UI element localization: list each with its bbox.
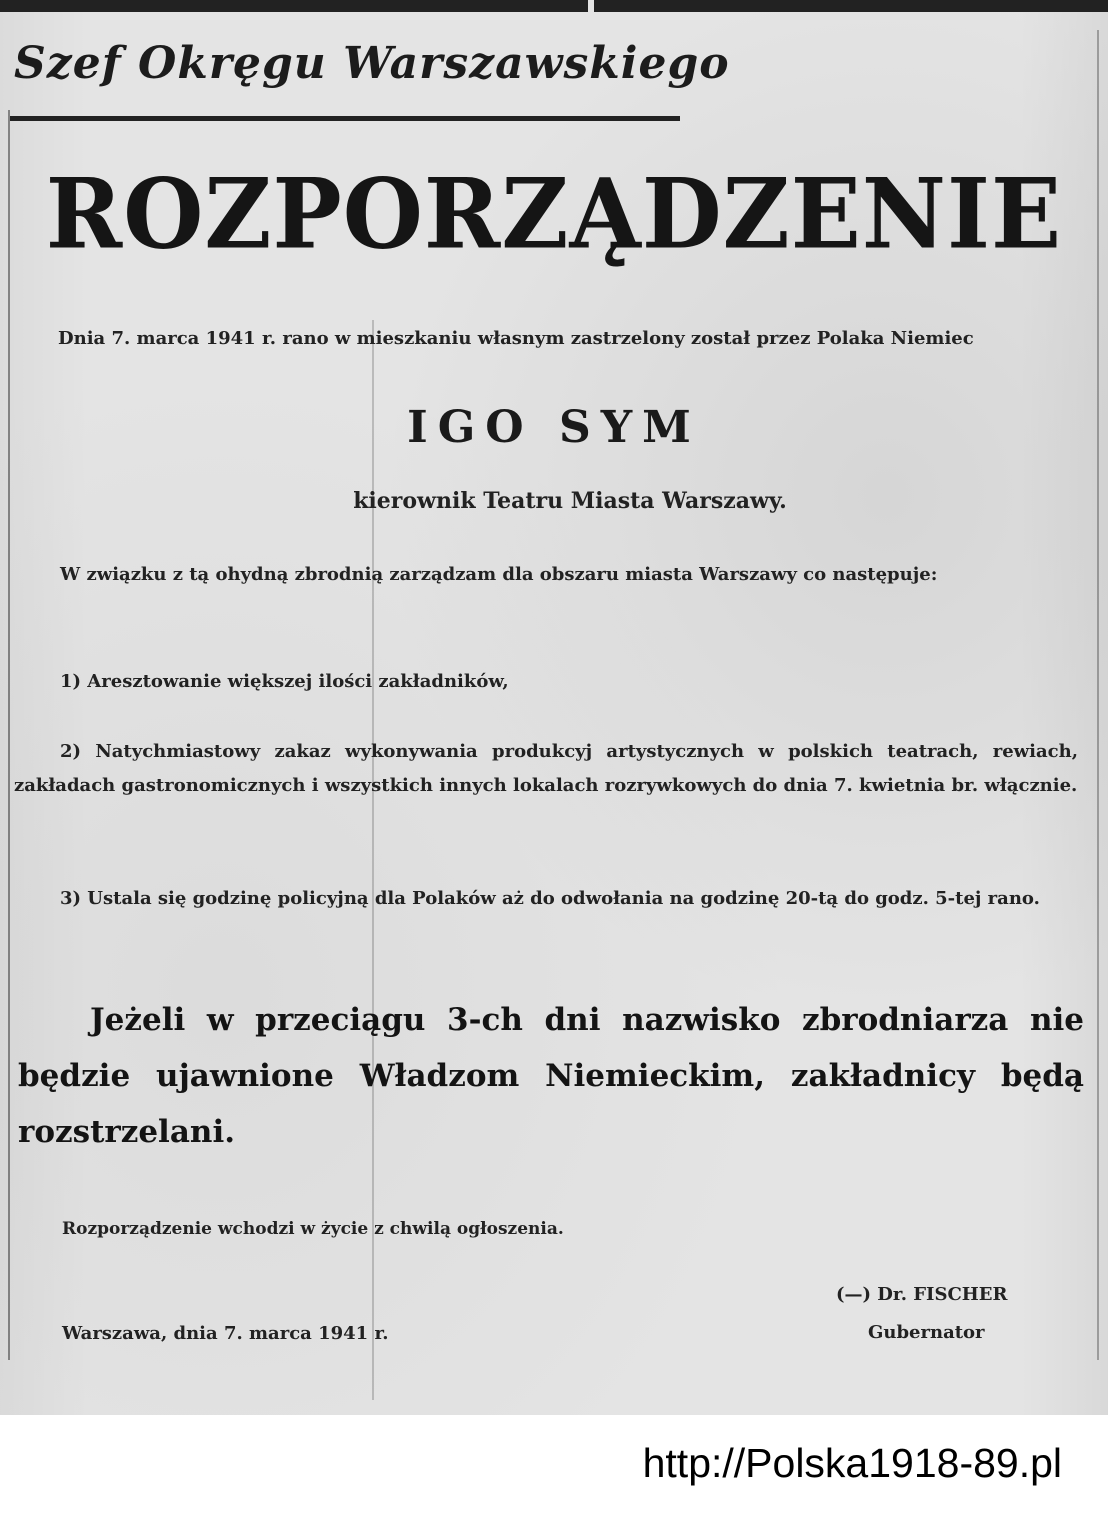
place-and-date: Warszawa, dnia 7. marca 1941 r. xyxy=(62,1323,389,1344)
point-2: 2) Natychmiastowy zakaz wykonywania produkcyj artystycznych w polskich teatrach, rewiach, zakładach gastronomicznych i wszystkich innych lokalach rozrywkowych do dnia 7. kwietnia br. włącznie. xyxy=(14,741,1078,796)
source-watermark: http://Polska1918-89.pl xyxy=(642,1440,1062,1486)
effective-clause: Rozporządzenie wchodzi w życie z chwilą ogłoszenia. xyxy=(62,1219,564,1239)
victim-role: kierownik Teatru Miasta Warszawy. xyxy=(353,488,787,514)
document-title: ROZPORZĄDZENIE xyxy=(45,157,1063,271)
signature: (—) Dr. FISCHER xyxy=(836,1284,1008,1305)
masthead-rule xyxy=(10,116,680,121)
preamble-paragraph: W związku z tą ohydną zbrodnią zarządzam dla obszaru miasta Warszawy co następuje: xyxy=(60,564,938,585)
signature-title: Gubernator xyxy=(868,1322,985,1343)
intro-paragraph: Dnia 7. marca 1941 r. rano w mieszkaniu własnym zastrzelony został przez Polaka Niemiec xyxy=(58,328,974,349)
point-3: 3) Ustala się godzinę policyjną dla Polaków aż do odwołania na godzinę 20-tą do godz. 5-tej rano. xyxy=(60,888,1040,909)
left-margin-line xyxy=(8,110,10,1360)
warning-paragraph: Jeżeli w przeciągu 3-ch dni nazwisko zbrodniarza nie będzie ujawnione Władzom Niemieckim, zakładnicy będą rozstrzelani. xyxy=(18,1002,1084,1150)
top-rule-right xyxy=(594,0,1108,12)
victim-name: IGO SYM xyxy=(407,402,701,453)
top-rule-left xyxy=(0,0,588,12)
issuer-masthead: Szef Okręgu Warszawskiego xyxy=(14,38,730,89)
point-1: 1) Aresztowanie większej ilości zakładników, xyxy=(60,671,509,692)
